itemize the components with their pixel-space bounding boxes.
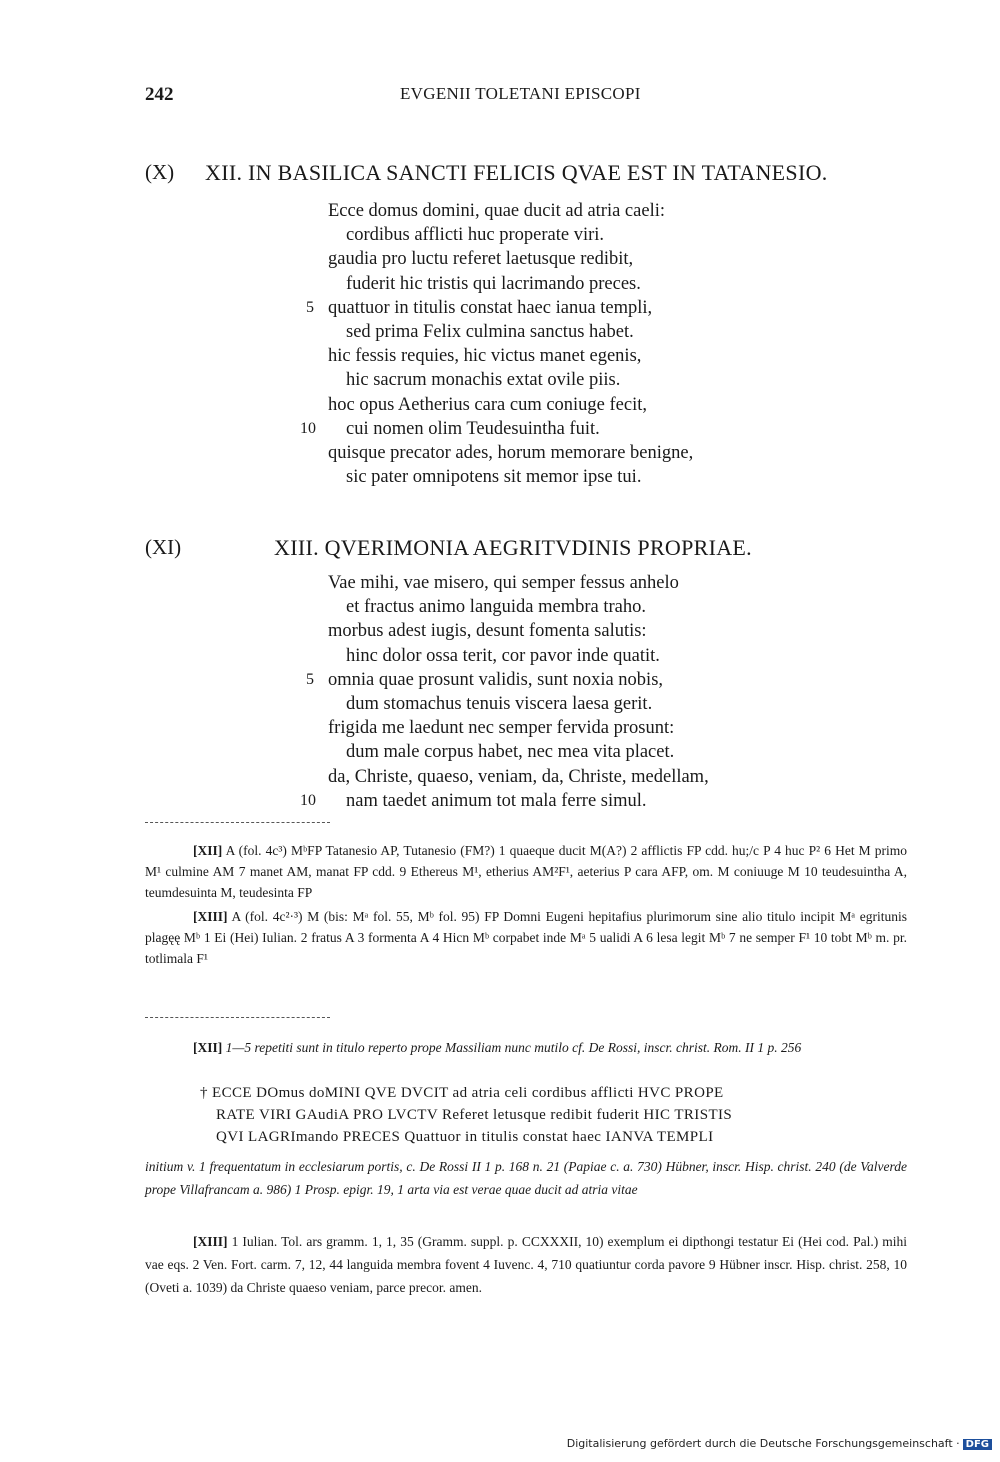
verse-text: dum stomachus tenuis viscera laesa gerit. bbox=[346, 693, 653, 714]
poem-13-label: (XI) bbox=[145, 535, 182, 559]
note-xii-after bbox=[145, 1155, 907, 1201]
verse-text: Ecce domus domini, quae ducit ad atria caeli: bbox=[328, 201, 665, 221]
verse-text: omnia quae prosunt validis, sunt noxia nobis, bbox=[328, 669, 664, 690]
verse-line bbox=[300, 344, 820, 368]
verse-text: cui nomen olim Teudesuintha fuit. bbox=[346, 418, 600, 439]
note-xii-after-text: initium v. 1 frequentatum in ecclesiarum portis, c. De Rossi II 1 p. 168 n. 21 (Papiae c. a. 730) Hübner, inscr. Hisp. christ. 240 (de Valverde prope Villafrancam a. 986) 1 Prosp. epigr. 19, 1 arta via est verae quae ducit ad atria vitae bbox=[145, 1159, 907, 1197]
separator-line bbox=[145, 822, 330, 823]
footer-credit bbox=[567, 1437, 992, 1450]
poem-12-label: (X) bbox=[145, 160, 175, 184]
verse-line bbox=[300, 740, 820, 764]
note-xii-intro bbox=[145, 1036, 907, 1059]
verse-line bbox=[300, 393, 820, 417]
verse-line bbox=[300, 716, 820, 740]
verse-text: sed prima Felix culmina sanctus habet. bbox=[346, 321, 634, 342]
verse-line bbox=[300, 272, 820, 296]
apparatus-xii bbox=[145, 840, 907, 903]
note-xiii-text: 1 Iulian. Tol. ars gramm. 1, 1, 35 (Gramm. suppl. p. CCXXXII, 10) exemplum ei dipthongi testatur Ei (Hei cod. Pal.) mihi vae eqs. 2 Ven. Fort. carm. 7, 12, 44 languida membra fovent 4 Iuvenc. 4, 710 quatiuntur corda pavore 9 Hübner inscr. Hisp. christ. 258, 10 (Oveti a. 1039) da Christe quaeso veniam, parce precor. amen. bbox=[145, 1234, 908, 1295]
verse-line bbox=[300, 247, 820, 271]
verse-text: hoc opus Aetherius cara cum coniuge fecit, bbox=[328, 394, 648, 415]
verse-line bbox=[300, 644, 820, 668]
verse-line bbox=[300, 296, 820, 320]
verse-text: hinc dolor ossa terit, cor pavor inde quatit. bbox=[346, 645, 660, 666]
apparatus-xiii-label: [XIII] bbox=[193, 909, 228, 924]
verse-text: frigida me laedunt nec semper fervida prosunt: bbox=[328, 718, 675, 739]
inscription-text bbox=[200, 1082, 900, 1148]
line-number: 5 bbox=[306, 298, 314, 316]
verse-line bbox=[300, 465, 820, 489]
verse-text: da, Christe, quaeso, veniam, da, Christe, medellam, bbox=[328, 766, 709, 787]
critical-apparatus bbox=[145, 840, 907, 972]
verse-text: cordibus afflicti huc properate viri. bbox=[346, 225, 605, 246]
verse-line bbox=[300, 571, 820, 595]
verse-line bbox=[300, 441, 820, 465]
verse-text: quattuor in titulis constat haec ianua templi, bbox=[328, 297, 653, 318]
line-number: 10 bbox=[300, 791, 316, 809]
poem-12-title: XII. IN BASILICA SANCTI FELICIS QVAE EST IN TATANESIO. bbox=[205, 160, 828, 185]
verse-text: gaudia pro luctu referet laetusque redibit, bbox=[328, 249, 634, 270]
poem-13-verses bbox=[300, 571, 820, 813]
dfg-logo: DFG bbox=[963, 1439, 992, 1450]
line-number: 5 bbox=[306, 670, 314, 688]
note-xii-label: [XII] bbox=[193, 1040, 223, 1055]
note-xiii bbox=[145, 1230, 907, 1299]
poem-13-title: XIII. QVERIMONIA AEGRITVDINIS PROPRIAE. bbox=[274, 535, 752, 560]
apparatus-xiii-text: A (fol. 4c²·³) M (bis: Mᵃ fol. 55, Mᵇ fol. 95) FP Domni Eugeni hepitafius plurimorum sine alio titulo incipit Mᵃ egritunis plagęę Mᵇ 1 Ei (Hei) Iulian. 2 fratus A 3 formenta A 4 Hicn Mᵇ corpabet inde Mᵃ 5 ualidi A 6 lesa legit Mᵇ 7 ne semper F¹ 10 tobt Mᵇ m. pr. totlimala F¹ bbox=[145, 909, 907, 966]
separator-line bbox=[145, 1017, 330, 1018]
verse-line bbox=[300, 417, 820, 441]
verse-line bbox=[300, 789, 820, 813]
verse-text: Vae mihi, vae misero, qui semper fessus anhelo bbox=[328, 573, 679, 593]
verse-line bbox=[300, 223, 820, 247]
poem-12-verses bbox=[300, 199, 820, 489]
verse-line bbox=[300, 692, 820, 716]
running-title: EVGENII TOLETANI EPISCOPI bbox=[400, 84, 641, 103]
apparatus-xii-label: [XII] bbox=[193, 843, 223, 858]
apparatus-xii-text: A (fol. 4c³) MᵇFP Tatanesio AP, Tutanesio (FM?) 1 quaeque ducit M(A?) 2 afflictis FP cdd. hu;/c P 4 huc P² 6 Het M primo M¹ culmine AM 7 manet AM, manat FP cdd. 9 Ethereus M¹, etherius AM²F¹, aeterius P cara AFP, om. M coniuuge M 10 teudesuintha A, teumdesuinta M, teudesinta FP bbox=[145, 843, 907, 900]
verse-text: hic sacrum monachis extat ovile piis. bbox=[346, 370, 621, 391]
apparatus-xiii bbox=[145, 906, 907, 969]
verse-line bbox=[300, 595, 820, 619]
verse-text: fuderit hic tristis qui lacrimando preces. bbox=[346, 273, 641, 294]
verse-text: dum male corpus habet, nec mea vita placet. bbox=[346, 742, 675, 763]
verse-line bbox=[300, 668, 820, 692]
verse-text: quisque precator ades, horum memorare benigne, bbox=[328, 442, 694, 463]
verse-line bbox=[300, 619, 820, 643]
verse-text: sic pater omnipotens sit memor ipse tui. bbox=[346, 467, 642, 488]
verse-text: et fractus animo languida membra traho. bbox=[346, 597, 647, 618]
verse-text: hic fessis requies, hic victus manet egenis, bbox=[328, 346, 642, 367]
page-number: 242 bbox=[145, 84, 174, 105]
note-xii-intro-text: 1—5 repetiti sunt in titulo reperto prope Massiliam nunc mutilo cf. De Rossi, inscr. christ. Rom. II 1 p. 256 bbox=[225, 1040, 802, 1055]
verse-text: nam taedet animum tot mala ferre simul. bbox=[346, 790, 647, 811]
inscription-line: RATE VIRI GAudiA PRO LVCTV Referet letusque redibit fuderit HIC TRISTIS bbox=[216, 1107, 733, 1123]
line-number: 10 bbox=[300, 419, 316, 437]
verse-line bbox=[300, 368, 820, 392]
verse-line bbox=[300, 765, 820, 789]
inscription-line: QVI LAGRImando PRECES Quattuor in titulis constat haec IANVA TEMPLI bbox=[216, 1129, 714, 1145]
verse-line bbox=[300, 199, 820, 223]
note-xiii-label: [XIII] bbox=[193, 1234, 228, 1249]
verse-text: morbus adest iugis, desunt fomenta salutis: bbox=[328, 621, 647, 642]
footer-text: Digitalisierung gefördert durch die Deutsche Forschungsgemeinschaft · bbox=[566, 1437, 960, 1450]
inscription-line: † ECCE DOmus doMINI QVE DVCIT ad atria celi cordibus afflicti HVC PROPE bbox=[200, 1085, 724, 1101]
verse-line bbox=[300, 320, 820, 344]
